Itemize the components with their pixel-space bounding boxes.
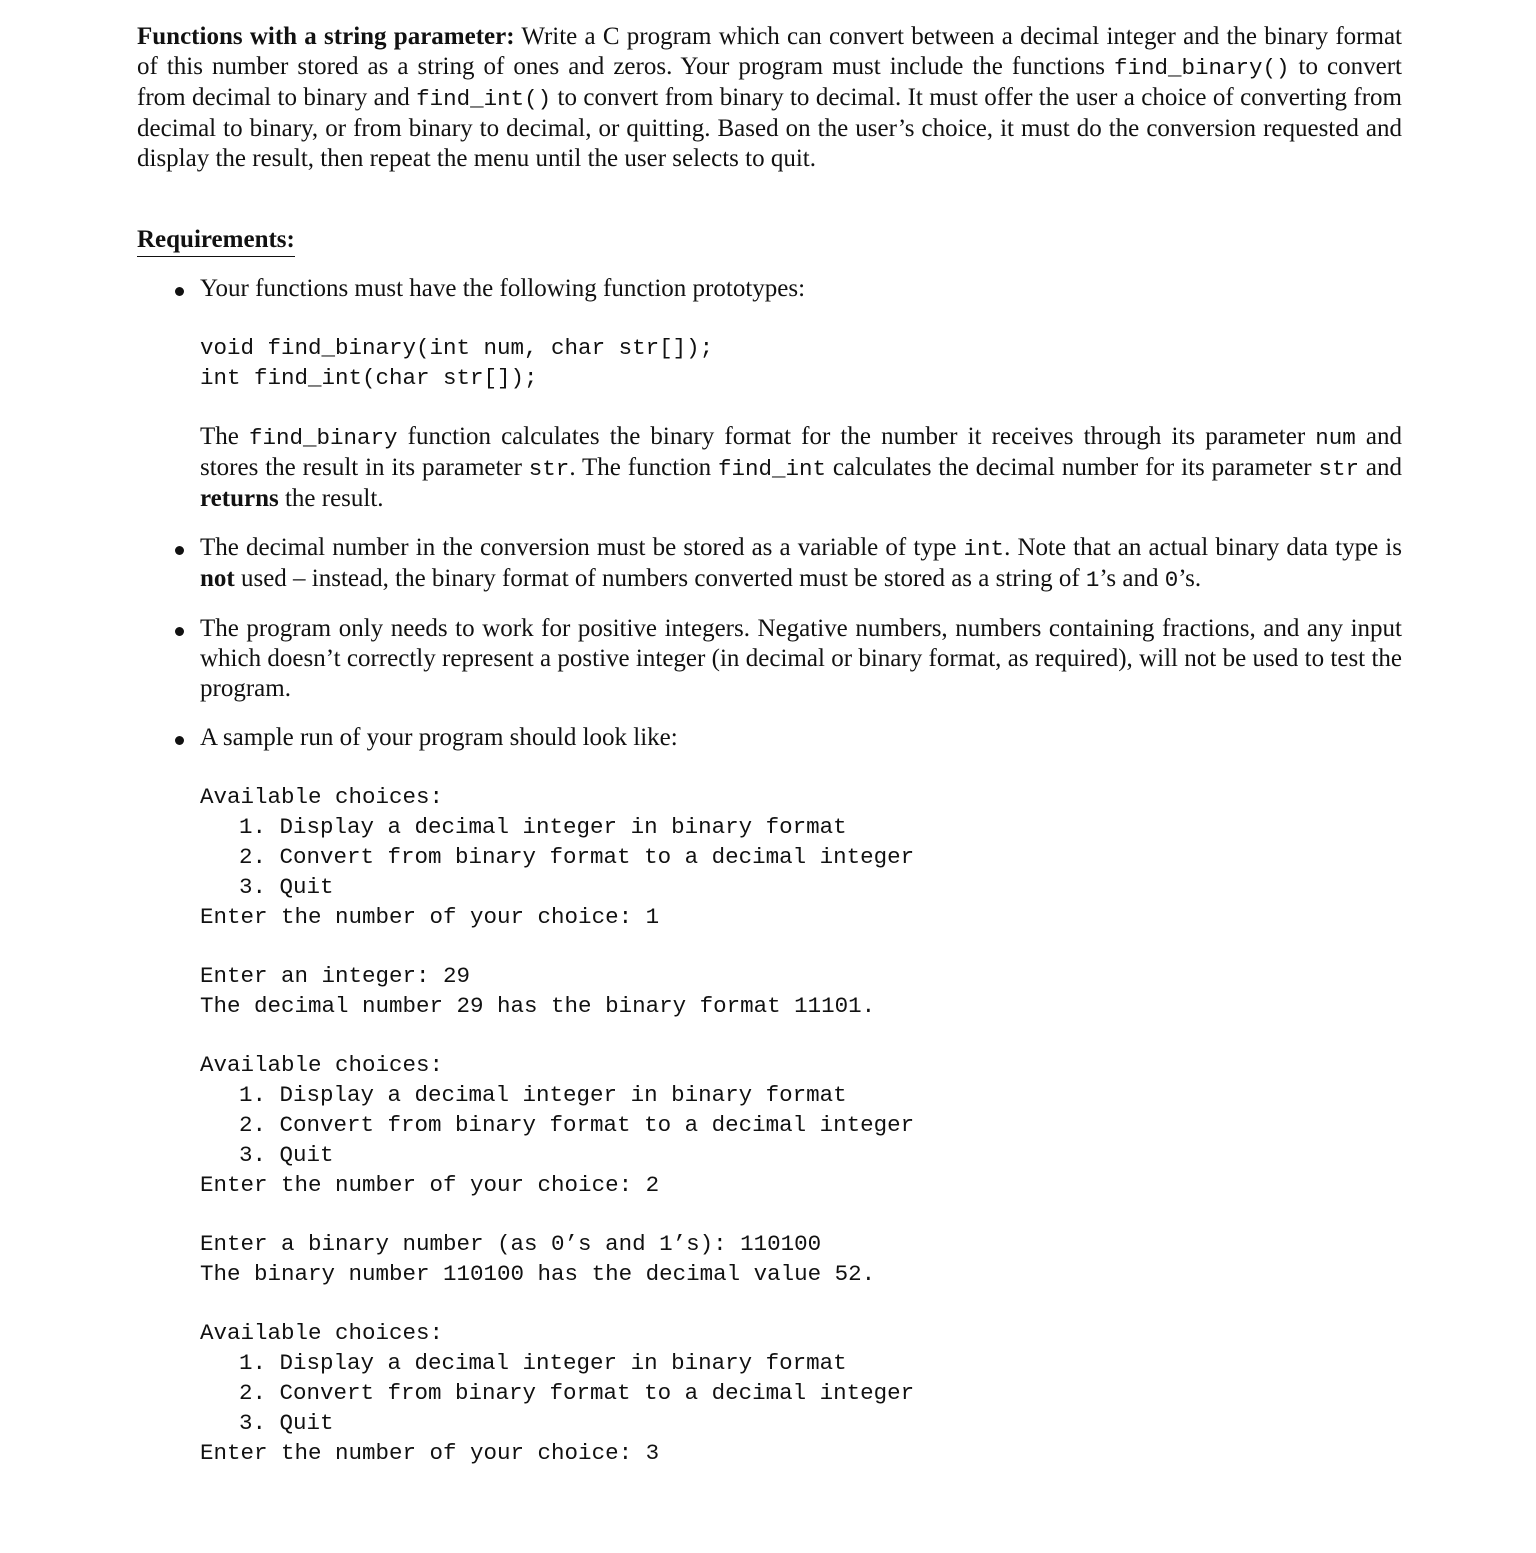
menu-option: 3. Quit (239, 874, 334, 900)
requirement-sample-run (137, 723, 1402, 1468)
requirement-prototypes (137, 274, 1402, 514)
menu-option: 3. Quit (239, 1410, 334, 1436)
menu-title: Available choices: (200, 1320, 444, 1346)
code-find-binary: find_binary() (1113, 55, 1290, 81)
requirements-heading: Requirements: (137, 225, 295, 257)
choice-prompt: Enter the number of your choice: 1 (200, 904, 660, 930)
menu-option: 1. Display a decimal integer in binary format (239, 814, 847, 840)
menu-option: 2. Convert from binary format to a decimal integer (239, 844, 915, 870)
intro-heading: Functions with a string parameter: (137, 23, 515, 50)
menu-option: 1. Display a decimal integer in binary format (239, 1350, 847, 1376)
bullet-icon (175, 287, 184, 296)
prototype-find-int: int find_int(char str[]); (200, 365, 538, 391)
requirement-int-type (137, 533, 1402, 595)
choice-prompt: Enter the number of your choice: 2 (200, 1172, 660, 1198)
bullet-text: The decimal number in the conversion must be stored as a variable of type int. Note that an actual binary data type is not used – instead, the binary format of numbers converted must be stored as a string of 1’s and 0’s. (200, 534, 1402, 593)
bullet-text: A sample run of your program should look like: (200, 724, 678, 751)
requirement-positive-integers (137, 614, 1402, 704)
menu-title: Available choices: (200, 1052, 444, 1078)
menu-option: 2. Convert from binary format to a decimal integer (239, 1380, 915, 1406)
menu-option: 3. Quit (239, 1142, 334, 1168)
choice-prompt: Enter the number of your choice: 3 (200, 1440, 660, 1466)
bullet-icon (175, 736, 184, 745)
intro-text: to convert from decimal to binary and (137, 53, 1402, 111)
document-page (137, 22, 1402, 1468)
menu-option: 1. Display a decimal integer in binary format (239, 1082, 847, 1108)
intro-text: Write a C program which can convert between a decimal integer and the binary format of this number stored as a string of ones and zeros. Your program must include the functions (137, 23, 1402, 80)
integer-prompt: Enter an integer: 29 (200, 963, 471, 989)
menu-option: 2. Convert from binary format to a decimal integer (239, 1112, 915, 1138)
bullet-icon (175, 546, 184, 555)
binary-prompt: Enter a binary number (as 0’s and 1’s): 110100 (200, 1231, 822, 1257)
intro-paragraph (137, 22, 1402, 174)
menu-title: Available choices: (200, 784, 444, 810)
prototype-find-binary: void find_binary(int num, char str[]); (200, 335, 714, 361)
intro-text: to convert from binary to decimal. It must offer the user a choice of converting from decimal to binary, or from binary to decimal, or quitting. Based on the user’s choice, it must do the conversion requested and display the result, then repeat the menu until the user selects to quit. (137, 84, 1402, 172)
bullet-icon (175, 627, 184, 636)
prototype-description: The find_binary function calculates the binary format for the number it receives through its parameter num and stores the result in its parameter str. The function find_int calculates the decimal number for its parameter str and returns the result. (200, 423, 1402, 512)
binary-result: The binary number 110100 has the decimal value 52. (200, 1261, 876, 1287)
requirements-list (137, 274, 1402, 1468)
integer-result: The decimal number 29 has the binary format 11101. (200, 993, 876, 1019)
code-find-int: find_int() (416, 86, 552, 112)
bullet-text: The program only needs to work for positive integers. Negative numbers, numbers containing fractions, and any input which doesn’t correctly represent a postive integer (in decimal or binary format, as required), will not be used to test the program. (200, 615, 1402, 702)
sample-run (200, 782, 1402, 1468)
bullet-text: Your functions must have the following function prototypes: (200, 275, 806, 302)
